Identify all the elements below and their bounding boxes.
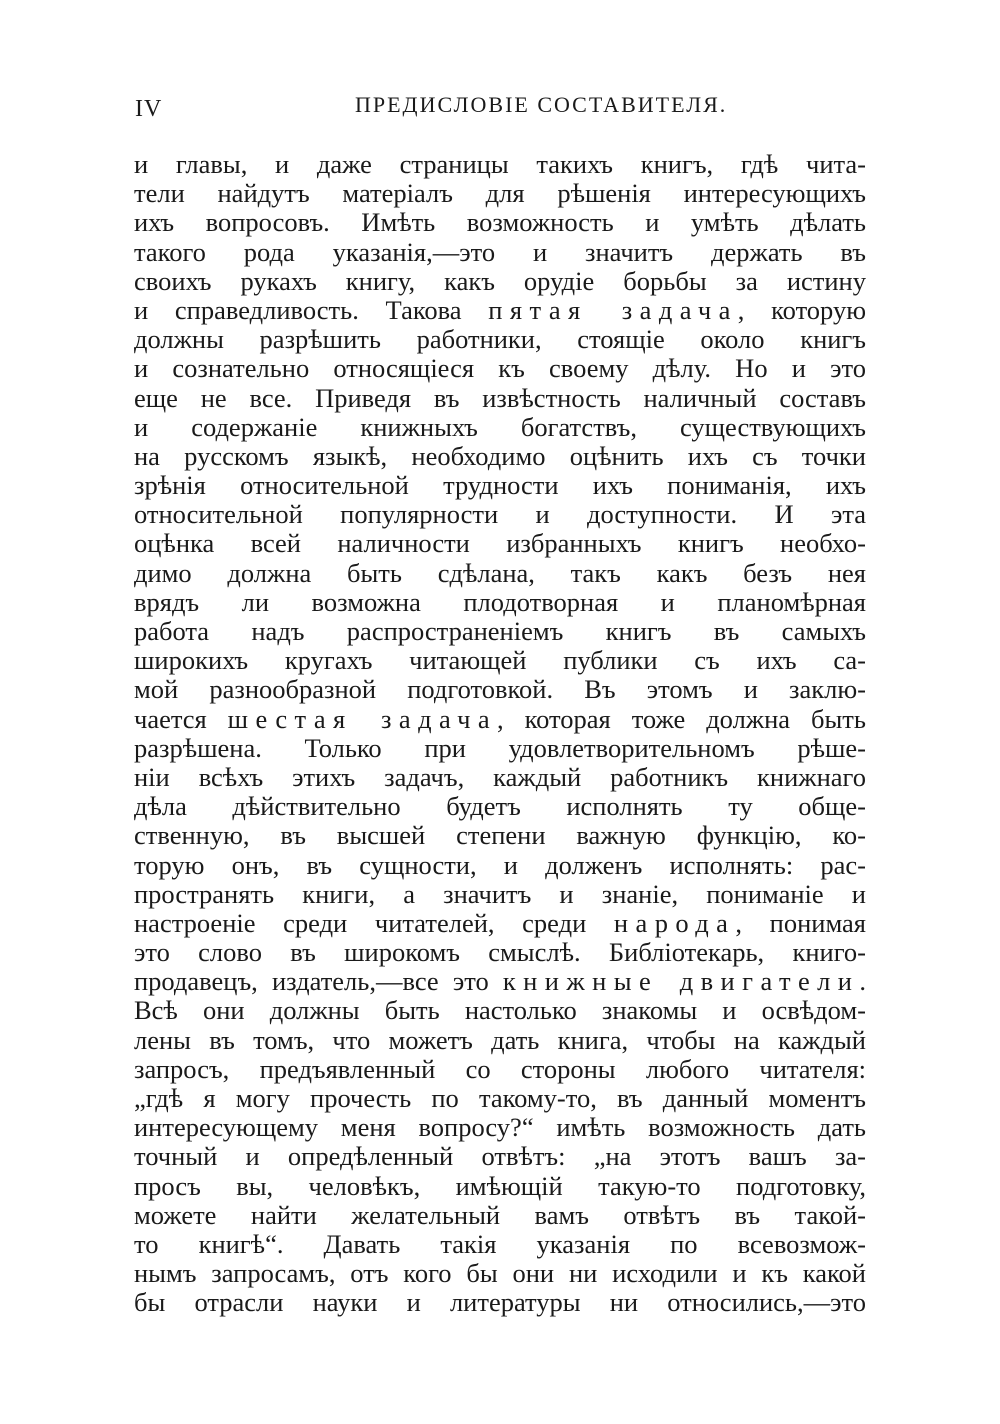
text-line (134, 909, 866, 938)
emphasis-spaced: народа (613, 907, 736, 938)
text-line: работа надъ распространеніемъ книгъ въ самыхъ (134, 616, 866, 646)
line-segment: настроеніе среди читателей, среди (134, 907, 614, 938)
running-title: ПРЕДИСЛОВІЕ СОСТАВИТЕЛЯ. (355, 92, 728, 117)
text-line: просъ вы, человѣкъ, имѣющій такую-то подготовку, (134, 1170, 866, 1201)
page-header (135, 92, 865, 128)
emphasis-spaced: шестая задача (227, 703, 498, 734)
line-segment: . (859, 966, 866, 997)
text-line: и сознательно относящіеся къ своему дѣлу. Но и это (134, 353, 866, 384)
text-line: разрѣшена. Только при удовлетворительномъ рѣше- (134, 732, 866, 763)
text-line: лены въ томъ, что можетъ дать книга, чтобы на каждый (134, 1024, 866, 1055)
page-number: IV (135, 96, 163, 122)
text-line: еще не все. Приведя въ извѣстность наличный составъ (134, 382, 866, 413)
emphasis-spaced: книжные двигатели (502, 966, 860, 997)
text-line: Всѣ они должны быть настолько знакомы и освѣдом- (134, 995, 866, 1026)
text-line: нымъ запросамъ, отъ кого бы они ни исходили и къ какой (134, 1258, 866, 1289)
text-line: и главы, и даже страницы такихъ книгъ, гдѣ чита- (134, 149, 866, 179)
text-line: „гдѣ я могу прочесть по такому-то, въ данный моментъ (134, 1083, 866, 1113)
text-line: пространять книги, а значитъ и знаніе, пониманіе и (134, 878, 866, 909)
text-line: точный и опредѣленный отвѣтъ: „на этотъ вашъ за- (134, 1141, 866, 1172)
text-line: бы отрасли науки и литературы ни относились,—это (134, 1287, 866, 1318)
line-segment: чается (134, 703, 228, 734)
text-line: интересующему меня вопросу?“ имѣть возможность дать (134, 1112, 866, 1143)
text-line: можете найти желательный вамъ отвѣтъ въ такой- (134, 1199, 866, 1230)
text-line (134, 705, 866, 734)
text-line: и содержаніе книжныхъ богатствъ, существующихъ (134, 411, 866, 442)
text-line: врядъ ли возможна плодотворная и планомѣрная (134, 586, 866, 617)
text-line: относительной популярности и доступности. И эта (134, 499, 866, 530)
text-line: торую онъ, въ сущности, и долженъ исполнять: рас- (134, 849, 866, 880)
text-line: димо должна быть сдѣлана, такъ какъ безъ нея (134, 557, 866, 588)
body-text (134, 150, 866, 1318)
line-segment: , которая тоже должна быть (497, 703, 866, 734)
text-line: запросъ, предъявленный со стороны любого читателя: (134, 1053, 866, 1084)
line-segment: , понимая (735, 907, 866, 938)
text-line: ніи всѣхъ этихъ задачъ, каждый работникъ книжнаго (134, 761, 866, 792)
text-line: на русскомъ языкѣ, необходимо оцѣнить ихъ съ точки (134, 440, 866, 471)
text-line: зрѣнія относительной трудности ихъ пониманія, ихъ (134, 470, 866, 501)
text-line (134, 967, 866, 996)
text-line: должны разрѣшить работники, стоящіе около книгъ (134, 324, 866, 355)
emphasis-spaced: пятая задача (488, 294, 738, 325)
text-line: оцѣнка всей наличности избранныхъ книгъ необхо- (134, 528, 866, 559)
text-line: ихъ вопросовъ. Имѣть возможность и умѣть дѣлать (134, 207, 866, 238)
text-line: это слово въ широкомъ смыслѣ. Библіотекарь, книго- (134, 937, 866, 968)
line-segment: и справедливость. Такова (134, 294, 489, 325)
text-line (134, 296, 866, 325)
text-line: ственную, въ высшей степени важную функцію, ко- (134, 820, 866, 851)
line-segment: продавецъ, издатель,—все это (134, 966, 503, 997)
text-line: то книгѣ“. Давать такія указанія по всевозмож- (134, 1228, 866, 1259)
text-line: мой разнообразной подготовкой. Въ этомъ и заклю- (134, 674, 866, 705)
text-line: тели найдутъ матеріалъ для рѣшенія интересующихъ (134, 178, 866, 209)
text-line: дѣла дѣйствительно будетъ исполнять ту обще- (134, 791, 866, 822)
text-line: своихъ рукахъ книгу, какъ орудіе борьбы за истину (134, 265, 866, 296)
text-line: такого рода указанія,—это и значитъ держать въ (134, 236, 866, 267)
text-line: широкихъ кругахъ читающей публики съ ихъ са- (134, 645, 866, 676)
line-segment: , которую (737, 294, 866, 325)
